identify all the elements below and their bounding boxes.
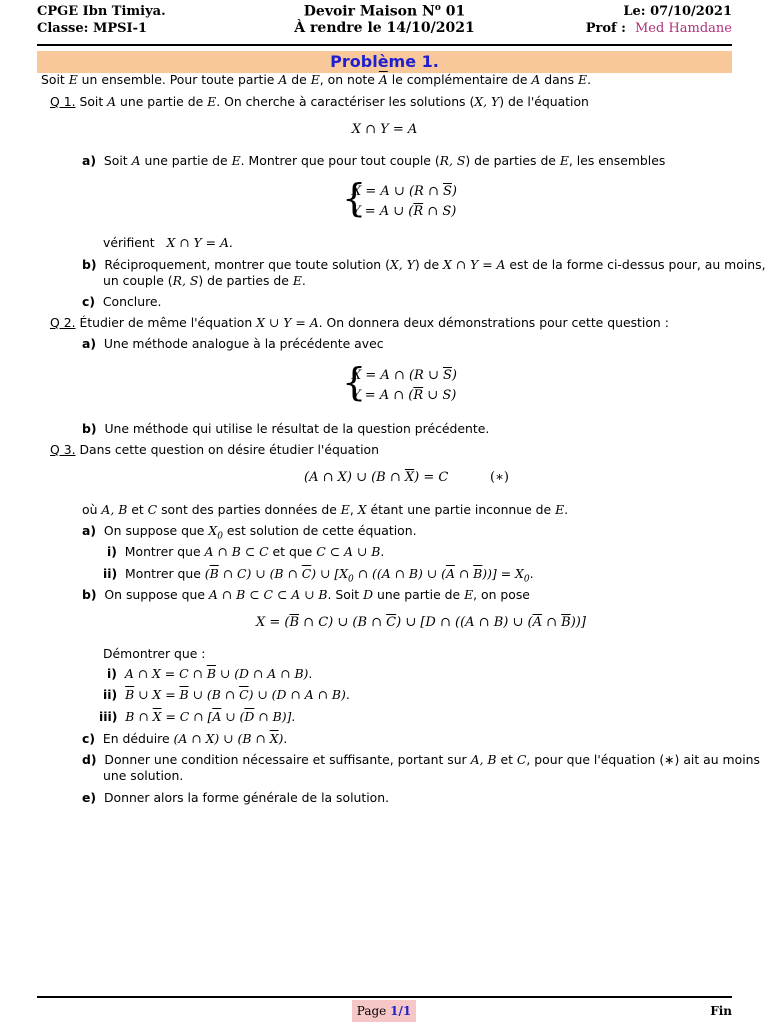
q3-b-iii: iii) B ∩ $\overline{X} = C$ ∩ [$\overline{A}$ ∪ ($\overline{D}$ ∩ B)]. (99, 709, 296, 724)
q3-a: a) On suppose que $X_0$ est solution de cette équation. (82, 523, 417, 542)
q2-a: a) Une méthode analogue à la précédente avec (82, 336, 384, 351)
q1-verify: vérifient X ∩ Y = A. (103, 235, 233, 250)
q2-text: Q 2. Étudier de même l'équation X ∪ Y = A. On donnera deux démonstrations pour cette question : (50, 315, 669, 330)
end-mark: Fin (710, 1004, 732, 1018)
intro-text: Soit E un ensemble. Pour toute partie A de E, on note $\overline{A}$ le complémentaire de A dans E. (41, 72, 592, 87)
q3-where: où A, B et C sont des parties données de E, X étant une partie inconnue de E. (82, 502, 569, 517)
page-header (37, 4, 732, 44)
page-number: Page 1/1 (352, 1000, 416, 1022)
prof-line: Prof : Med Hamdane (585, 21, 732, 36)
q1-a: a) Soit A une partie de E. Montrer que pour tout couple (R, S) de parties de E, les ensembles (82, 153, 666, 168)
q3-equation-tag: (∗) (490, 470, 509, 485)
q3-e: e) Donner alors la forme générale de la solution. (82, 790, 390, 805)
q2-system: { X = A ∩ (R ∪ $\overline{S}$) Y = A ∩ ($\overline{R}$ ∪ S) (342, 360, 457, 404)
q1-text: Q 1. Soit A une partie de E. On cherche à caractériser les solutions (X, Y) de l'équation (50, 94, 589, 109)
issue-date: Le: 07/10/2021 (623, 4, 732, 19)
prof-name: Med Hamdane (634, 21, 732, 36)
q3-show: Démontrer que : (103, 646, 206, 661)
problem-title: Problème 1. (37, 51, 732, 73)
school-name: CPGE Ibn Timiya. (37, 4, 166, 19)
q3-a-i: i) Montrer que A ∩ B ⊂ C et que C ⊂ A ∪ B. (107, 544, 385, 559)
q3-b-i: i) A ∩ X = C ∩ $\overline{B}$ ∪ (D ∩ A ∩ B). (107, 666, 313, 681)
q3-c: c) En déduire (A ∩ X) ∪ (B ∩ $\overline{X}$). (82, 731, 288, 746)
due-date: À rendre le 14/10/2021 (294, 20, 475, 36)
q1-b: b) Réciproquement, montrer que toute solution (X, Y) de X ∩ Y = A est de la forme ci-dessus pour, au moins, (82, 257, 766, 272)
q1-system: { X = A ∪ (R ∩ $\overline{S}$) Y = A ∪ ($\overline{R}$ ∩ S) (342, 176, 457, 220)
q2-b: b) Une méthode qui utilise le résultat de la question précédente. (82, 421, 490, 436)
q3-b-equation: $X = (\overline{B}$ ∩ C) ∪ (B ∩ $\overline{C}$) ∪ [D ∩ ((A ∩ B) ∪ ($\overline{A}$ ∩ $\overline{B}$))] (256, 615, 586, 630)
q3-text: Q 3. Dans cette question on désire étudier l'équation (50, 442, 379, 457)
q3-b: b) On suppose que A ∩ B ⊂ C ⊂ A ∪ B. Soit D une partie de E, on pose (82, 587, 530, 602)
q3-equation: (A ∩ X) ∪ (B ∩ $\overline{X}) = C$ (304, 470, 449, 485)
q3-d: d) Donner une condition nécessaire et suffisante, portant sur A, B et C, pour que l'équation (∗) ait au moins (82, 752, 760, 767)
q1-c: c) Conclure. (82, 294, 162, 309)
q1-equation: X ∩ Y = A (351, 122, 418, 137)
q3-b-ii: ii) $\overline{B}$ ∪ $X = \overline{B}$ ∪ (B ∩ $\overline{C}$) ∪ (D ∩ A ∩ B). (103, 687, 350, 702)
doc-title: Devoir Maison $N^o$ 01 (303, 3, 466, 20)
class-label: Classe: MPSI-1 (37, 21, 148, 36)
q1-b-cont: un couple (R, S) de parties de E. (103, 273, 306, 288)
q3-d-cont: une solution. (103, 768, 184, 783)
footer-rule (37, 996, 732, 998)
header-rule (37, 44, 732, 46)
q3-a-ii: ii) Montrer que ($\overline{B}$ ∩ C) ∪ (B ∩ $\overline{C}$) ∪ [$X_0$ ∩ ((A ∩ B) ∪ ($\overline{A}$ ∩ $\overline{B}))] = X_0$. (103, 566, 534, 585)
